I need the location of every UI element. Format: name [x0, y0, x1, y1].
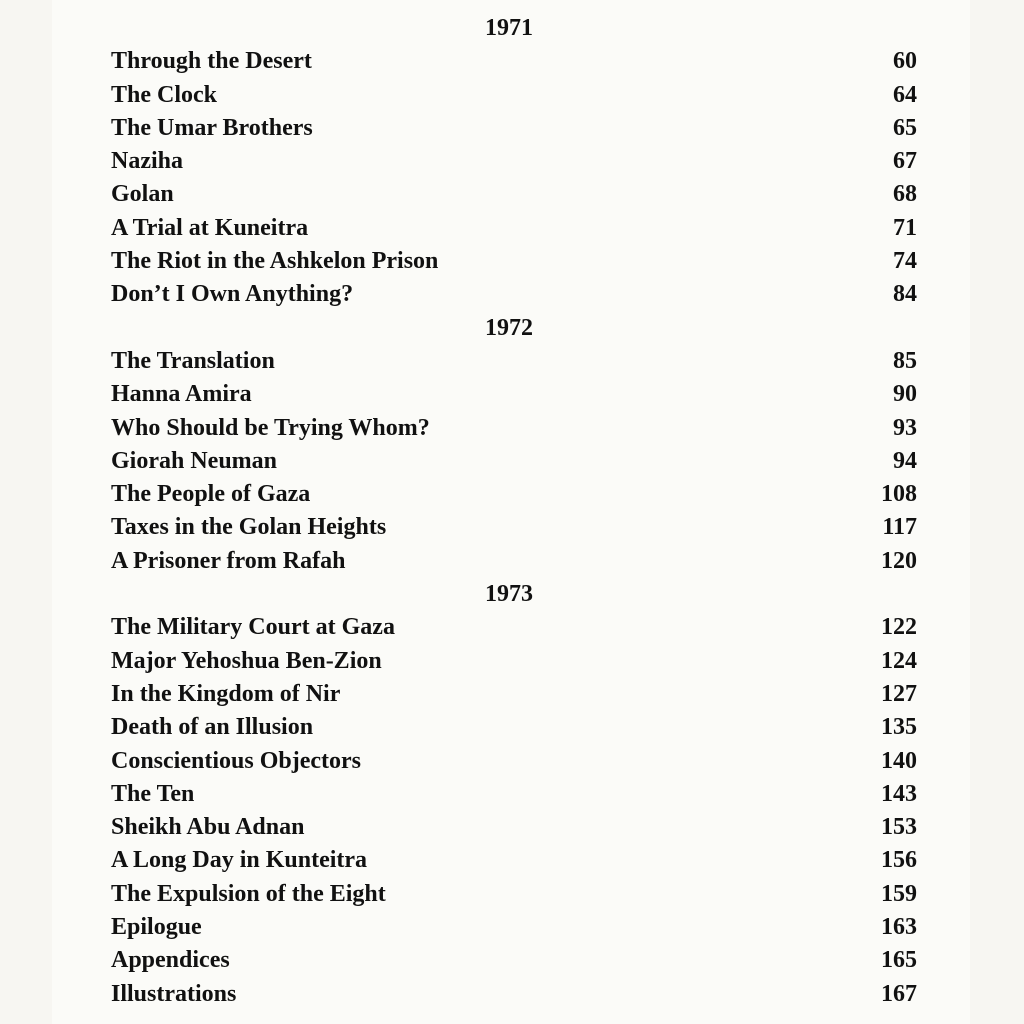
entry-title: The Clock: [111, 81, 218, 108]
entry-title: The Umar Brothers: [111, 114, 313, 141]
entry-page-number: 120: [881, 547, 917, 574]
toc-entry: [111, 811, 917, 844]
entry-title: Golan: [111, 181, 174, 208]
year-label: 1971: [485, 15, 533, 41]
entry-title: Don’t I Own Anything?: [111, 281, 354, 308]
entry-page-number: 68: [893, 181, 917, 208]
toc-entry: [111, 778, 917, 811]
entry-title: Appendices: [111, 947, 230, 974]
entry-title: A Trial at Kuneitra: [111, 214, 309, 241]
entry-page-number: 156: [881, 847, 917, 874]
entry-title: Conscientious Objectors: [111, 747, 361, 774]
toc-entry: [111, 45, 917, 78]
entry-title: Through the Desert: [111, 48, 312, 75]
entry-title: Hanna Amira: [111, 381, 252, 408]
entry-page-number: 122: [881, 614, 917, 641]
entry-page-number: 117: [882, 514, 917, 541]
entry-title: Death of an Illusion: [111, 714, 314, 741]
toc-entry: [111, 611, 917, 644]
entry-page-number: 74: [893, 248, 917, 275]
entry-title: Who Should be Trying Whom?: [111, 414, 430, 441]
entry-title: Naziha: [111, 148, 183, 175]
entry-page-number: 108: [881, 481, 917, 508]
table-of-contents: [111, 12, 917, 1011]
entry-page-number: 159: [881, 880, 917, 907]
entry-page-number: 85: [893, 347, 917, 374]
entry-title: The Ten: [111, 780, 195, 807]
entry-page-number: 143: [881, 780, 917, 807]
toc-entry: [111, 678, 917, 711]
toc-entry: [111, 79, 917, 112]
entry-title: Epilogue: [111, 914, 202, 941]
entry-page-number: 94: [893, 447, 917, 474]
year-label: 1973: [485, 581, 533, 608]
toc-entry: [111, 978, 917, 1011]
entry-page-number: 127: [881, 680, 917, 707]
entry-title: Giorah Neuman: [111, 447, 278, 474]
entry-title: The Riot in the Ashkelon Prison: [111, 248, 439, 275]
entry-page-number: 71: [893, 214, 917, 241]
entry-page-number: 124: [881, 647, 917, 674]
entry-title: The Expulsion of the Eight: [111, 880, 386, 907]
toc-entry: [111, 345, 917, 378]
toc-entry: [111, 911, 917, 944]
entry-title: Taxes in the Golan Heights: [111, 514, 387, 541]
entry-page-number: 167: [881, 980, 917, 1007]
toc-entry: [111, 745, 917, 778]
entry-page-number: 67: [893, 148, 917, 175]
toc-entry: [111, 944, 917, 977]
entry-page-number: 153: [881, 814, 917, 841]
entry-page-number: 60: [893, 48, 917, 75]
entry-page-number: 140: [881, 747, 917, 774]
toc-entry: [111, 378, 917, 411]
entry-title: Illustrations: [111, 980, 237, 1007]
year-label: 1972: [485, 314, 533, 341]
toc-entry: [111, 445, 917, 478]
entry-page-number: 65: [893, 114, 917, 141]
entry-page-number: 163: [881, 914, 917, 941]
toc-entry: [111, 511, 917, 544]
toc-entry: [111, 145, 917, 178]
entry-page-number: 135: [881, 714, 917, 741]
entry-title: The Translation: [111, 347, 275, 374]
entry-page-number: 90: [893, 381, 917, 408]
year-heading: [111, 578, 917, 611]
entry-title: A Prisoner from Rafah: [111, 547, 346, 574]
toc-entry: [111, 212, 917, 245]
toc-entry: [111, 412, 917, 445]
toc-entry: [111, 878, 917, 911]
toc-entry: [111, 245, 917, 278]
entry-title: Major Yehoshua Ben-Zion: [111, 647, 382, 674]
toc-entry: [111, 478, 917, 511]
year-heading: [111, 312, 917, 345]
entry-page-number: 84: [893, 281, 917, 308]
toc-entry: [111, 178, 917, 211]
toc-entry: [111, 645, 917, 678]
entry-title: The Military Court at Gaza: [111, 614, 395, 641]
entry-page-number: 165: [881, 947, 917, 974]
toc-entry: [111, 545, 917, 578]
toc-entry: [111, 112, 917, 145]
entry-title: In the Kingdom of Nir: [111, 680, 341, 707]
year-heading: [111, 12, 917, 45]
entry-title: Sheikh Abu Adnan: [111, 814, 305, 841]
entry-title: A Long Day in Kunteitra: [111, 847, 368, 874]
toc-entry: [111, 844, 917, 877]
toc-entry: [111, 711, 917, 744]
entry-title: The People of Gaza: [111, 481, 311, 508]
entry-page-number: 93: [893, 414, 917, 441]
toc-entry: [111, 278, 917, 311]
entry-page-number: 64: [893, 81, 917, 108]
